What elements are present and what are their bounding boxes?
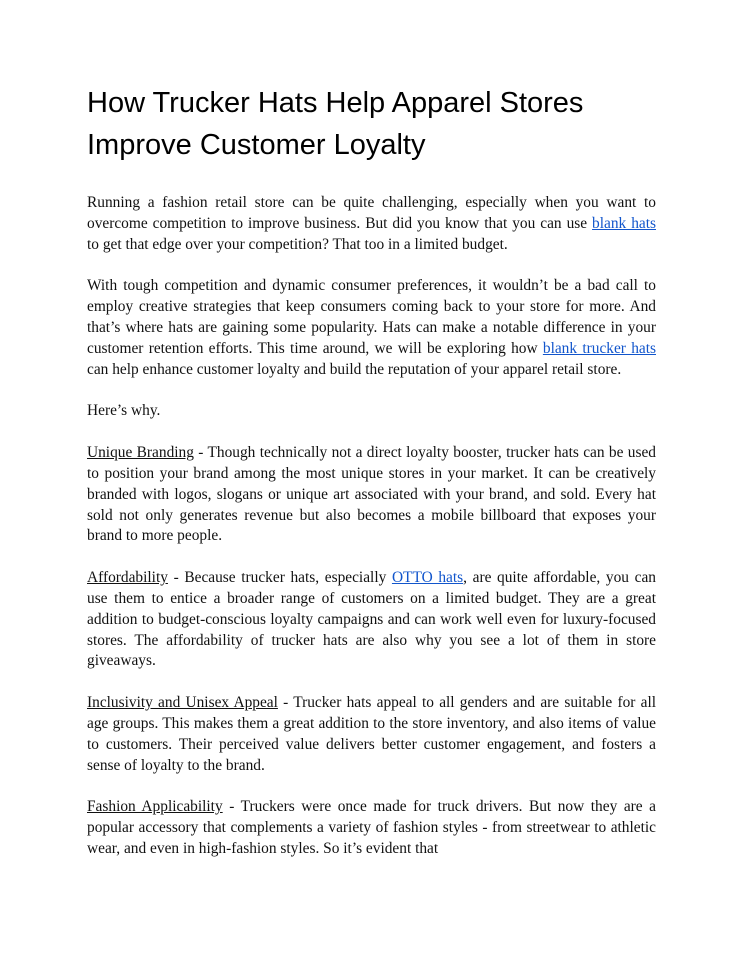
- paragraph-unique-branding: [87, 443, 656, 547]
- unique-branding-heading: Unique Branding: [87, 444, 194, 462]
- affordability-heading: Affordability: [87, 569, 168, 587]
- paragraph-intro-text: Running a fashion retail store can be quite challenging, especially when you want to overcome competition to improve business. But did you know that you can use: [87, 194, 656, 232]
- paragraph-strategies-text-end: can help enhance customer loyalty and build the reputation of your apparel retail store.: [87, 360, 622, 378]
- article-body: [87, 193, 656, 860]
- paragraph-intro-text-end: to get that edge over your competition? That too in a limited budget.: [87, 235, 508, 253]
- paragraph-fashion-applicability: [87, 797, 656, 859]
- page-title: How Trucker Hats Help Apparel Stores Improve Customer Loyalty: [87, 87, 584, 161]
- paragraph-heres-why: Here’s why.: [87, 402, 161, 420]
- fashion-applicability-text: - Truckers were once made for truck drivers. But now they are a popular accessory that complements a variety of fashion styles - from streetwear to athletic wear, and even in high-fashion styles. So it’s evident that: [87, 798, 656, 857]
- unique-branding-text: - Though technically not a direct loyalty booster, trucker hats can be used to position your brand among the most unique stores in your market. It can be creatively branded with logos, slogans or unique art associated with your brand, and sold. Every hat sold not only generates revenue but also becomes a mobile billboard that exposes your brand to more people.: [87, 444, 656, 545]
- inclusivity-heading: Inclusivity and Unisex Appeal: [87, 694, 278, 712]
- paragraph-affordability: [87, 568, 656, 672]
- paragraph-inclusivity: [87, 693, 656, 776]
- inclusivity-text: - Trucker hats appeal to all genders and are suitable for all age groups. This makes them a great addition to the store inventory, and also items of value to customers. Their perceived value delivers better customer engagement, and fosters a sense of loyalty to the brand.: [87, 694, 656, 774]
- fashion-applicability-heading: Fashion Applicability: [87, 798, 223, 816]
- affordability-text: - Because trucker hats, especially: [167, 569, 392, 587]
- paragraph-strategies: [87, 276, 656, 380]
- paragraph-intro: [87, 193, 656, 255]
- document-page: [87, 82, 656, 881]
- blank-hats-link[interactable]: blank hats: [592, 214, 656, 232]
- blank-trucker-hats-link[interactable]: blank trucker hats: [542, 339, 656, 357]
- paragraph-strategies-text: With tough competition and dynamic consumer preferences, it wouldn’t be a bad call to employ creative strategies that keep consumers coming back to your store for more. And that’s where hats are gaining some popularity. Hats can make a notable difference in your customer retention efforts. This time around, we will be exploring how: [87, 277, 656, 357]
- affordability-text-end: , are quite affordable, you can use them to entice a broader range of customers on a limited budget. They are a great addition to budget-conscious loyalty campaigns and can work well even for luxury-focused stores. The affordability of trucker hats are also why you see a lot of them in store giveaways.: [87, 569, 656, 670]
- otto-hats-link[interactable]: OTTO hats: [391, 569, 464, 587]
